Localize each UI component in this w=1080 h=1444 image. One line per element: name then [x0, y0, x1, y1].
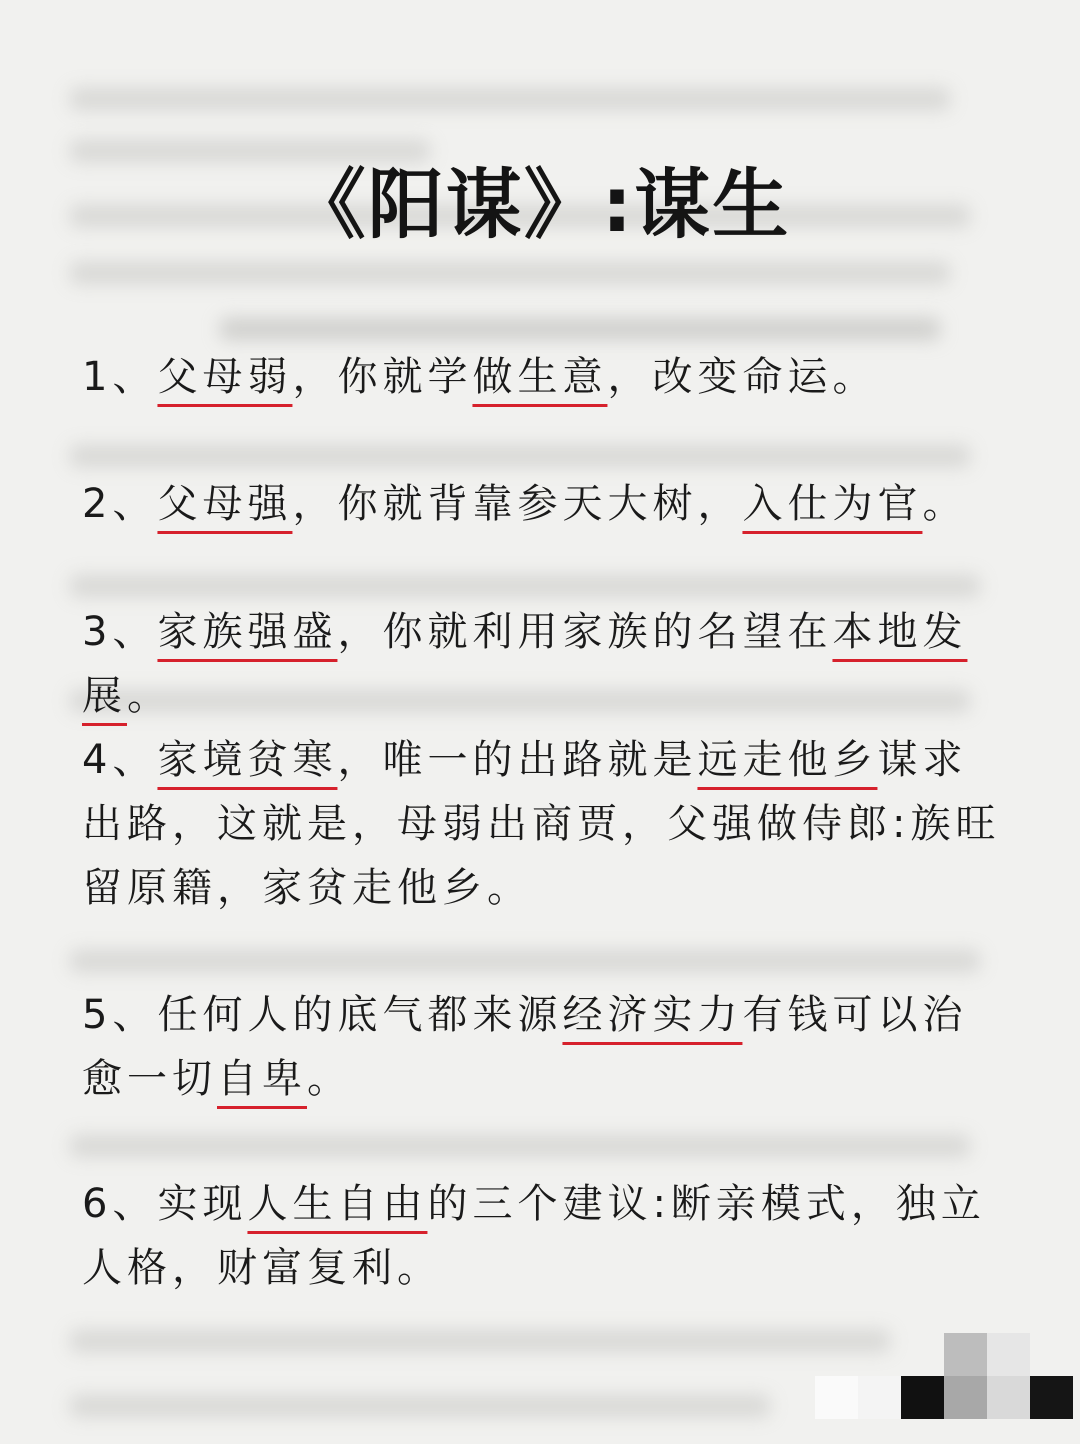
list-item-6	[82, 1172, 1002, 1300]
underlined-phrase: 远走他乡	[697, 737, 878, 783]
underlined-phrase: 家族强盛	[157, 609, 338, 655]
item-text: 5、任何人的底气都来源	[82, 992, 563, 1038]
item-text: 4、	[82, 737, 158, 783]
item-text: ，你就利用家族的名望在	[337, 609, 833, 655]
mosaic-tile	[944, 1376, 987, 1419]
underlined-phrase: 做生意	[472, 354, 608, 400]
item-text: ，改变命运。	[607, 354, 878, 400]
underlined-phrase: 人生自由	[247, 1181, 428, 1227]
item-text: 有钱可以治愈一切	[82, 992, 968, 1102]
item-text: ，你就背靠参天大树，	[292, 481, 743, 527]
page-title: 《阳谋》:谋生	[289, 160, 791, 249]
list-item-1	[82, 345, 1002, 409]
item-text: 的三个建议:断亲模式，独立人格，财富复利。	[82, 1181, 986, 1291]
underlined-phrase: 经济实力	[562, 992, 743, 1038]
mosaic-tile	[987, 1333, 1030, 1376]
item-text: ，你就学	[292, 354, 473, 400]
watermark-mosaic	[815, 1333, 1075, 1419]
list-item-3	[82, 600, 1002, 728]
item-text: 。	[307, 1056, 352, 1102]
item-text: 2、	[82, 481, 158, 527]
mosaic-tile	[987, 1376, 1030, 1419]
underlined-phrase: 父母强	[157, 481, 293, 527]
underlined-phrase: 家境贫寒	[157, 737, 338, 783]
item-text: 。	[922, 481, 968, 527]
underlined-phrase: 入仕为官	[742, 481, 923, 527]
mosaic-tile	[901, 1376, 944, 1419]
mosaic-tile	[858, 1376, 901, 1419]
list-item-5	[82, 983, 1002, 1111]
list-item-4	[82, 728, 1002, 920]
mosaic-tile	[944, 1333, 987, 1376]
item-text: 6、实现	[82, 1181, 248, 1227]
list-item-2	[82, 472, 1002, 536]
item-text: 1、	[82, 354, 158, 400]
item-text: 3、	[82, 609, 158, 655]
item-text: 谋求出路，这就是，母弱出商贾，父强做侍郎:族旺留原籍，家贫走他乡。	[82, 737, 1001, 911]
underlined-phrase: 父母弱	[157, 354, 293, 400]
mosaic-tile	[1030, 1376, 1073, 1419]
item-text: ，唯一的出路就是	[337, 737, 698, 783]
mosaic-tile	[815, 1376, 858, 1419]
underlined-phrase: 本地发展	[82, 609, 968, 719]
underlined-phrase: 自卑	[217, 1056, 307, 1102]
item-text: 。	[127, 673, 172, 719]
